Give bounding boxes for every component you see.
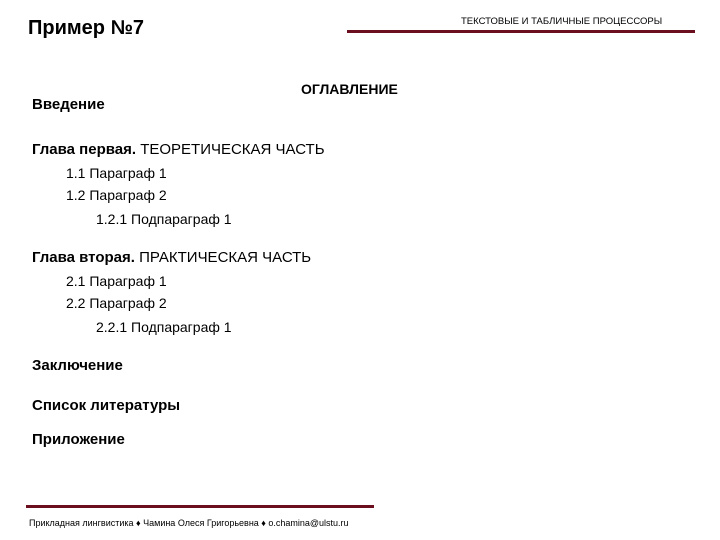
chapter-1-title: ТЕОРЕТИЧЕСКАЯ ЧАСТЬ bbox=[140, 141, 325, 158]
chapter-2-label: Глава вторая. bbox=[32, 249, 135, 266]
toc-item-appendix: Приложение bbox=[32, 431, 125, 448]
toc-item-1-2: 1.2 Параграф 2 bbox=[66, 187, 167, 203]
header-divider bbox=[347, 30, 695, 33]
toc-heading: ОГЛАВЛЕНИЕ bbox=[301, 81, 398, 97]
toc-item-1-2-1: 1.2.1 Подпараграф 1 bbox=[96, 211, 232, 227]
chapter-2-title: ПРАКТИЧЕСКАЯ ЧАСТЬ bbox=[139, 249, 312, 266]
footer-text: Прикладная лингвистика ♦ Чамина Олеся Григорьевна ♦ o.chamina@ulstu.ru bbox=[29, 518, 349, 528]
chapter-1-label: Глава первая. bbox=[32, 141, 137, 158]
section-label: ТЕКСТОВЫЕ И ТАБЛИЧНЫЕ ПРОЦЕССОРЫ bbox=[461, 16, 663, 27]
slide-title: Пример №7 bbox=[28, 17, 144, 39]
toc-item-2-2-1: 2.2.1 Подпараграф 1 bbox=[96, 319, 232, 335]
toc-item-2-2: 2.2 Параграф 2 bbox=[66, 295, 167, 311]
footer-divider bbox=[26, 505, 374, 508]
toc-item-chapter-2 bbox=[32, 249, 311, 266]
toc-item-1-1: 1.1 Параграф 1 bbox=[66, 165, 167, 181]
toc-item-2-1: 2.1 Параграф 1 bbox=[66, 273, 167, 289]
toc-item-chapter-1 bbox=[32, 141, 325, 158]
toc-item-bibliography: Список литературы bbox=[32, 397, 181, 414]
toc-item-intro: Введение bbox=[32, 96, 105, 113]
toc-item-conclusion: Заключение bbox=[32, 357, 123, 374]
